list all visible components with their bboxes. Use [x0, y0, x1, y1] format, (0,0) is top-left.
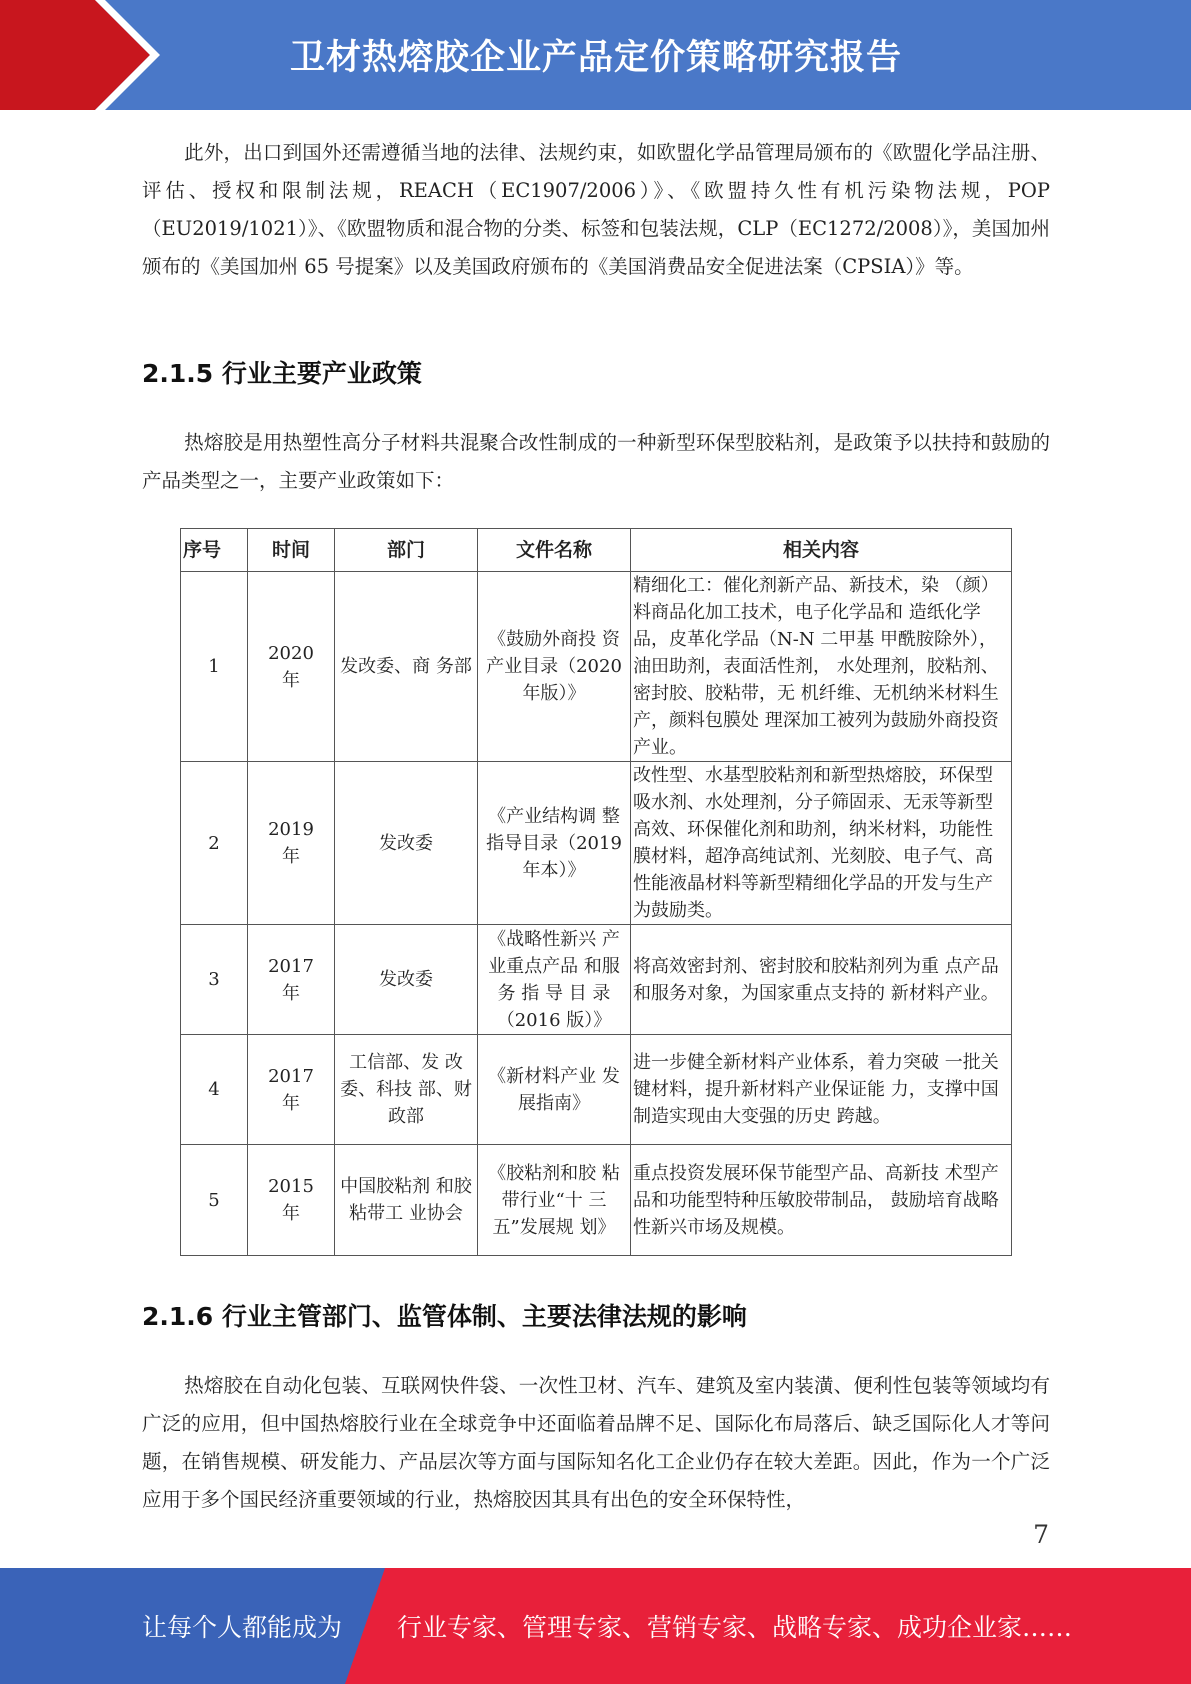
paragraph-text: 热熔胶是用热塑性高分子材料共混聚合改性制成的一种新型环保型胶粘剂，是政策予以扶持和鼓励的产品类型之一，主要产业政策如下： — [142, 431, 1050, 492]
cell-dept: 发改委 — [335, 762, 478, 925]
cell-doc: 《鼓励外商投 资产业目录（2020 年版）》 — [478, 572, 631, 762]
cell-doc: 《胶粘剂和胶 粘带行业“十 三五”发展规 划》 — [478, 1145, 631, 1256]
paragraph-policy-intro — [142, 424, 1050, 500]
cell-content: 重点投资发展环保节能型产品、高新技 术型产品和功能型特种压敏胶带制品， 鼓励培育战略性新兴市场及规模。 — [631, 1145, 1012, 1256]
column-header-doc: 文件名称 — [478, 529, 631, 572]
footer-slogan-left: 让每个人都能成为 — [142, 1613, 343, 1642]
cell-year: 2019 年 — [248, 762, 335, 925]
footer-slogan-right: 行业专家、管理专家、营销专家、战略专家、成功企业家…… — [397, 1613, 1073, 1642]
cell-no: 3 — [181, 925, 248, 1035]
column-header-content: 相关内容 — [631, 529, 1012, 572]
column-header-dept: 部门 — [335, 529, 478, 572]
paragraph-text: 热熔胶在自动化包装、互联网快件袋、一次性卫材、汽车、建筑及室内装潢、便利性包装等领域均有广泛的应用，但中国热熔胶行业在全球竞争中还面临着品牌不足、国际化布局落后、缺乏国际化人才等问题，在销售规模、研发能力、产品层次等方面与国际知名化工企业仍存在较大差距。因此，作为一个广泛应用于多个国民经济重要领域的行业，热熔胶因其具有出色的安全环保特性， — [142, 1374, 1050, 1511]
table-row — [181, 1145, 1012, 1256]
cell-doc: 《新材料产业 发展指南》 — [478, 1035, 631, 1145]
table-row — [181, 762, 1012, 925]
cell-dept: 工信部、发 改委、科技 部、财政部 — [335, 1035, 478, 1145]
cell-year: 2020 年 — [248, 572, 335, 762]
cell-content: 进一步健全新材料产业体系，着力突破 一批关键材料，提升新材料产业保证能 力，支撑中国制造实现由大变强的历史 跨越。 — [631, 1035, 1012, 1145]
cell-doc: 《战略性新兴 产业重点产品 和服务 指 导 目 录（2016 版）》 — [478, 925, 631, 1035]
cell-no: 4 — [181, 1035, 248, 1145]
cell-year: 2017 年 — [248, 925, 335, 1035]
cell-dept: 发改委、商 务部 — [335, 572, 478, 762]
cell-content: 精细化工：催化剂新产品、新技术，染 （颜）料商品化加工技术，电子化学品和 造纸化学品，皮革化学品（N-N 二甲基 甲酰胺除外），油田助剂，表面活性剂， 水处理剂，胶粘剂、密封胶、胶粘带，无 机纤维、无机纳米材料生产，颜料包膜处 理深加工被列为鼓励外商投资产业。 — [631, 572, 1012, 762]
section-heading-2-1-5: 2.1.5 行业主要产业政策 — [142, 359, 422, 388]
column-header-no: 序号 — [181, 529, 248, 572]
section-heading-2-1-6: 2.1.6 行业主管部门、监管体制、主要法律法规的影响 — [142, 1302, 747, 1331]
table-row — [181, 925, 1012, 1035]
cell-content: 将高效密封剂、密封胶和胶粘剂列为重 点产品和服务对象，为国家重点支持的 新材料产业。 — [631, 925, 1012, 1035]
policy-table — [180, 528, 1012, 1256]
table-header-row — [181, 529, 1012, 572]
cell-content: 改性型、水基型胶粘剂和新型热熔胶，环保型吸水剂、水处理剂，分子筛固汞、无汞等新型高效、环保催化剂和助剂，纳米材料，功能性膜材料，超净高纯试剂、光刻胶、电子气、高性能液晶材料等新型精细化学品的开发与生产为鼓励类。 — [631, 762, 1012, 925]
cell-year: 2017 年 — [248, 1035, 335, 1145]
cell-dept: 中国胶粘剂 和胶粘带工 业协会 — [335, 1145, 478, 1256]
table-row — [181, 1035, 1012, 1145]
paragraph-industry-status — [142, 1367, 1050, 1519]
cell-no: 2 — [181, 762, 248, 925]
table-row — [181, 572, 1012, 762]
cell-doc: 《产业结构调 整指导目录（2019 年本）》 — [478, 762, 631, 925]
page-number: 7 — [1033, 1520, 1049, 1549]
cell-year: 2015 年 — [248, 1145, 335, 1256]
cell-no: 5 — [181, 1145, 248, 1256]
cell-dept: 发改委 — [335, 925, 478, 1035]
header-band — [0, 0, 1191, 110]
column-header-year: 时间 — [248, 529, 335, 572]
footer-band — [0, 1568, 1191, 1684]
cell-no: 1 — [181, 572, 248, 762]
paragraph-text: 此外，出口到国外还需遵循当地的法律、法规约束，如欧盟化学品管理局颁布的《欧盟化学品注册、评估、授权和限制法规，REACH（EC1907/2006）》、《欧盟持久性有机污染物法规，POP（EU2019/1021）》、《欧盟物质和混合物的分类、标签和包装法规，CLP（EC1272/2008）》，美国加州颁布的《美国加州 65 号提案》以及美国政府颁布的《美国消费品安全促进法案（CPSIA）》等。 — [142, 141, 1050, 278]
paragraph-export-regulations — [142, 134, 1050, 286]
report-title: 卫材热熔胶企业产品定价策略研究报告 — [290, 38, 903, 78]
